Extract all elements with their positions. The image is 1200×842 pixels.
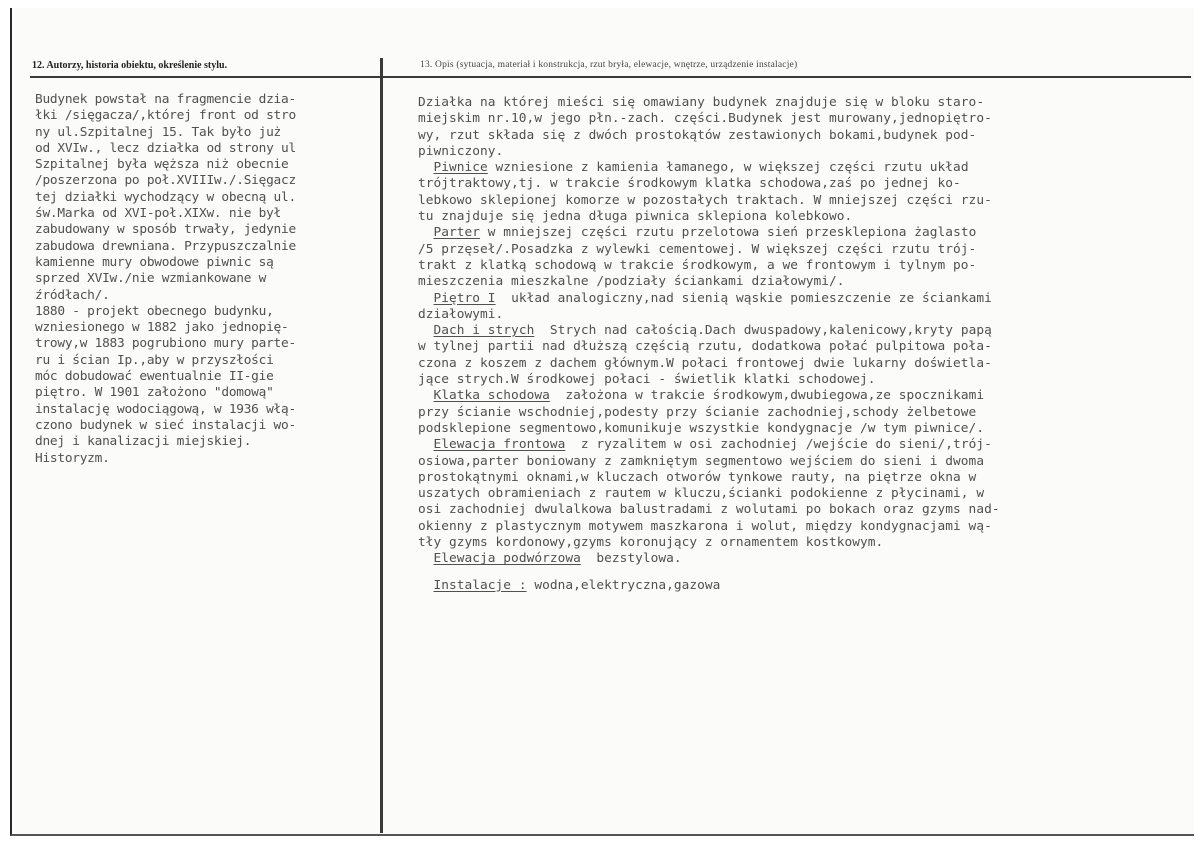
description-line bbox=[418, 535, 1000, 551]
section-label: Dach i strych bbox=[433, 323, 535, 339]
history-line: łki /sięgacza/,której front od stro bbox=[35, 108, 296, 124]
description-text bbox=[418, 95, 1000, 594]
history-line: piętro. W 1901 założono "domową" bbox=[35, 385, 274, 401]
description-line bbox=[418, 160, 1000, 176]
spacer bbox=[418, 568, 1000, 578]
description-line bbox=[418, 551, 1000, 567]
header-rule-left bbox=[30, 76, 380, 78]
history-text bbox=[35, 92, 296, 467]
description-line bbox=[418, 405, 1000, 421]
section-13-header: 13. Opis (sytuacja, materiał i konstrukcja, rzut bryła, elewacje, wnętrze, urządzenie instalacje) bbox=[420, 60, 798, 70]
intro-line: piwniczony. bbox=[418, 143, 504, 159]
history-line: św.Marka od XVI-poł.XIXw. nie był bbox=[35, 206, 281, 222]
section-label: Elewacja podwórzowa bbox=[433, 551, 581, 567]
history-line: zabudowany w sposób trwały, jedynie bbox=[35, 222, 296, 238]
description-line bbox=[418, 519, 1000, 535]
section-label: Piwnice bbox=[433, 160, 488, 176]
section-text: prostokątnymi oknami,w kluczach otworów tynkowe rauty, na piętrze okna w bbox=[418, 469, 977, 485]
section-text: układ analogiczny,nad sienią wąskie pomieszczenie ze ściankami bbox=[495, 290, 992, 306]
section-text: tły gzyms kordonowy,gzyms koronujący z ornamentem kostkowym. bbox=[418, 535, 884, 551]
history-line: Szpitalnej była węższa niż obecnie bbox=[35, 157, 289, 173]
history-line: sprzed XVIw./nie wzmiankowane w bbox=[35, 271, 267, 287]
description-line bbox=[418, 209, 1000, 225]
history-line: móc dobudować ewentualnie II-gie bbox=[35, 369, 274, 385]
description-line bbox=[418, 242, 1000, 258]
section-text: mieszczenia mieszkalne /podziały ściankami działowymi/. bbox=[418, 274, 845, 290]
description-line bbox=[418, 274, 1000, 290]
section-label: Parter bbox=[433, 225, 481, 241]
description-line bbox=[418, 470, 1000, 486]
section-text: tu znajduje się jedna długa piwnica sklepiona kolebkowo. bbox=[418, 209, 853, 225]
section-text: trakt z klatką schodową w trakcie środkowym, a we frontowym i tylnym po- bbox=[418, 257, 977, 273]
section-12-header: 12. Autorzy, historia obiektu, określenie stylu. bbox=[32, 60, 228, 71]
section-text: założona w trakcie środkowym,dwubiegowa,ze spocznikami bbox=[549, 388, 985, 404]
section-label: Klatka schodowa bbox=[433, 388, 550, 404]
section-text: wzniesione z kamienia łamanego, w większej części rzutu układ bbox=[487, 160, 969, 176]
section-label: Instalacje : bbox=[433, 577, 527, 593]
history-line: kamienne mury obwodowe piwnic są bbox=[35, 254, 274, 270]
description-line bbox=[418, 339, 1000, 355]
section-text: czona z koszem z dachem głównym.W połaci frontowej dwie lukarny doświetla- bbox=[418, 355, 992, 371]
history-line: dnej i kanalizacji miejskiej. bbox=[35, 434, 252, 450]
section-text: z ryzalitem w osi zachodniej /wejście do sieni/,trój- bbox=[565, 437, 992, 453]
history-line: ru i ścian Ip.,aby w przyszłości bbox=[35, 352, 274, 368]
section-text: lebkowo sklepionej komorze w pozostałych traktach. W mniejszej części rzu- bbox=[418, 192, 992, 208]
description-line bbox=[418, 372, 1000, 388]
intro-line: Działka na której mieści się omawiany budynek znajduje się w bloku staro- bbox=[418, 95, 985, 110]
section-text: osiowa,parter boniowany z zamkniętym segmentowo wejściem do sieni i dwoma bbox=[418, 453, 985, 469]
section-text: przy ścianie wschodniej,podesty przy ścianie zachodniej,schody żelbetowe bbox=[418, 404, 977, 420]
section-text: osi zachodniej dwulalkowa balustradami z wolutami po bokach oraz gzyms nad- bbox=[418, 502, 1000, 518]
section-text: trójtraktowy,tj. w trakcie środkowym klatka schodowa,zaś po jednej ko- bbox=[418, 176, 961, 192]
history-line: zabudowa drewniana. Przypuszczalnie bbox=[35, 238, 296, 254]
history-line: 1880 - projekt obecnego budynku, bbox=[35, 303, 274, 319]
header-rule-right bbox=[383, 76, 1191, 78]
description-line bbox=[418, 486, 1000, 502]
history-line: wzniesionego w 1882 jako jednopię- bbox=[35, 320, 289, 336]
section-text: bezstylowa. bbox=[580, 551, 682, 567]
history-line: /poszerzona po poł.XVIIIw./.Sięgacz bbox=[35, 173, 296, 189]
section-text: uszatych obramieniach z rautem w kluczu,ścianki podokienne z płycinami, w bbox=[418, 486, 985, 502]
history-line: ny ul.Szpitalnej 15. Tak było już bbox=[35, 124, 281, 140]
section-text: /5 przęseł/.Posadzka z wylewki cementowej. W większej części rzutu trój- bbox=[418, 241, 977, 257]
section-text: w tylnej partii nad dłuższą częścią rzutu, dodatkowa połać pulpitowa poła- bbox=[418, 339, 992, 355]
section-text: okienny z plastycznym motywem maszkarona i wolut, między kondygnacjami wą- bbox=[418, 518, 992, 534]
description-line bbox=[418, 291, 1000, 307]
description-line bbox=[418, 356, 1000, 372]
history-line: czono budynek w sieć instalacji wo- bbox=[35, 417, 296, 433]
section-text: działowymi. bbox=[418, 306, 504, 322]
description-line bbox=[418, 437, 1000, 453]
description-line bbox=[418, 454, 1000, 470]
description-line bbox=[418, 578, 1000, 594]
history-line: tej działki wychodzący w obecną ul. bbox=[35, 189, 296, 205]
history-line: Budynek powstał na fragmencie dzia- bbox=[35, 92, 296, 107]
description-line bbox=[418, 421, 1000, 437]
section-label: Elewacja frontowa bbox=[433, 437, 566, 453]
section-text: jące strych.W środkowej połaci - świetlik klatki schodowej. bbox=[418, 372, 876, 388]
section-text: podsklepione segmentowo,komunikuje wszystkie kondygnacje /w tym piwnice/. bbox=[418, 420, 985, 436]
section-text: w mniejszej części rzutu przelotowa sień przesklepiona żaglasto bbox=[480, 225, 977, 241]
history-line: Historyzm. bbox=[35, 450, 110, 466]
description-line bbox=[418, 193, 1000, 209]
description-line bbox=[418, 307, 1000, 323]
section-text: wodna,elektryczna,gazowa bbox=[526, 577, 721, 593]
description-line bbox=[418, 176, 1000, 192]
intro-line: wy, rzut składa się z dwóch prostokątów zestawionych bokami,budynek pod- bbox=[418, 127, 977, 143]
history-line: trowy,w 1883 pogrubiono mury parte- bbox=[35, 336, 296, 352]
description-line bbox=[418, 502, 1000, 518]
description-line bbox=[418, 258, 1000, 274]
description-line bbox=[418, 323, 1000, 339]
history-line: od XVIw., lecz działka od strony ul bbox=[35, 140, 296, 156]
intro-line: miejskim nr.10,w jego płn.-zach. części.Budynek jest murowany,jednopiętro- bbox=[418, 111, 992, 127]
column-divider bbox=[380, 58, 383, 833]
history-line: instalację wodociągową, w 1936 włą- bbox=[35, 401, 296, 417]
description-line bbox=[418, 225, 1000, 241]
description-line bbox=[418, 388, 1000, 404]
history-line: źródłach/. bbox=[35, 287, 110, 303]
section-label: Piętro I bbox=[433, 290, 496, 306]
section-text: Strych nad całością.Dach dwuspadowy,kalenicowy,kryty papą bbox=[534, 323, 992, 339]
